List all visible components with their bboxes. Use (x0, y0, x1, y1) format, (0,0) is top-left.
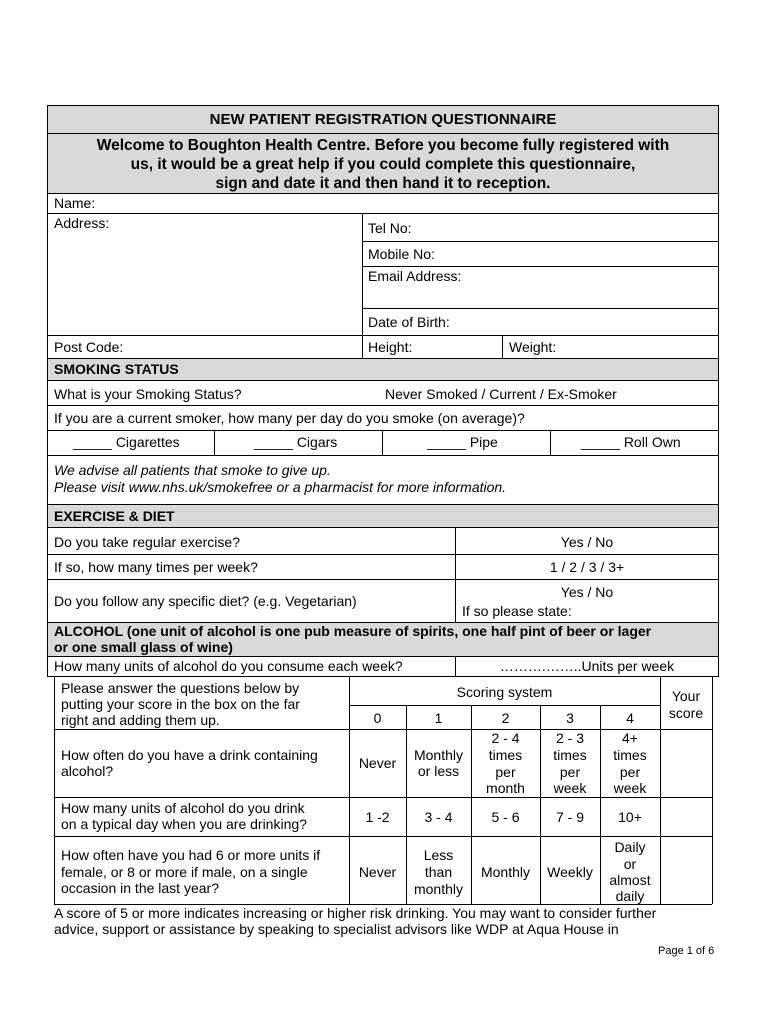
diet-answer[interactable]: Yes / No (560, 584, 614, 600)
q3-score-box[interactable] (661, 837, 712, 904)
alcohol-q1-line-1: How often do you have a drink containing (61, 747, 318, 763)
exercise-frequency-answer[interactable]: 1 / 2 / 3 / 3+ (549, 559, 625, 575)
q1-option-4-line-4: week (613, 780, 647, 796)
exercise-question: Do you take regular exercise? (54, 534, 240, 550)
q1-option-2-line-3: per (495, 764, 516, 780)
welcome-line-3: sign and date it and then hand it to reception. (215, 175, 551, 192)
postcode-label[interactable]: Post Code: (54, 339, 124, 355)
alcohol-q3-line-1: How often have you had 6 or more units if (61, 847, 321, 863)
alcohol-q2-line-2: on a typical day when you are drinking? (61, 816, 307, 832)
alcohol-heading-1: ALCOHOL (one unit of alcohol is one pub measure of spirits, one half pint of beer or lager (54, 623, 652, 639)
q1-option-1-line-1: Monthly (413, 747, 464, 763)
smoking-heading: SMOKING STATUS (54, 361, 179, 377)
height-label[interactable]: Height: (368, 339, 413, 355)
scoring-intro-1: Please answer the questions below by (61, 680, 300, 696)
alcohol-q1-line-2: alcohol? (61, 763, 114, 779)
score-col-0: 0 (373, 710, 382, 726)
q3-option-2: Monthly (480, 864, 531, 880)
q3-option-1-line-3: monthly (413, 881, 464, 897)
q3-option-4-line-1: Daily (614, 839, 646, 855)
dob-label[interactable]: Date of Birth: (368, 314, 450, 330)
diet-question: Do you follow any specific diet? (e.g. Vegetarian) (54, 593, 357, 609)
scoring-intro-2: putting your score in the box on the far (61, 696, 300, 712)
q3-option-0: Never (358, 864, 397, 880)
welcome-line-2: us, it would be a great help if you could complete this questionnaire, (130, 156, 636, 173)
q1-option-3-line-1: 2 - 3 (555, 730, 584, 746)
q1-option-2-line-1: 2 - 4 (491, 730, 520, 746)
q1-option-3-line-3: per (559, 764, 581, 780)
score-col-2: 2 (501, 710, 510, 726)
alcohol-footer-2: advice, support or assistance by speaking to specialist advisors like WDP at Aqua House in (54, 921, 619, 937)
q1-option-4-line-3: per (619, 764, 641, 780)
alcohol-units-answer[interactable]: ……….……..Units per week (499, 658, 675, 674)
cigarettes-field[interactable]: _____ Cigarettes (73, 434, 180, 450)
q1-option-2-line-4: month (486, 780, 525, 796)
q3-option-4-line-4: daily (615, 888, 645, 904)
score-col-1: 1 (434, 710, 443, 726)
mobile-label[interactable]: Mobile No: (368, 246, 435, 262)
form-title: NEW PATIENT REGISTRATION QUESTIONNAIRE (209, 111, 557, 128)
q3-option-1-line-2: than (424, 864, 453, 880)
q1-option-4-line-1: 4+ (622, 730, 638, 746)
name-label[interactable]: Name: (54, 195, 96, 211)
smoking-advice-1: We advise all patients that smoke to give up. (54, 462, 331, 478)
alcohol-q3-line-2: female, or 8 or more if male, on a single (61, 864, 308, 880)
q1-option-3-line-2: times (553, 747, 587, 763)
q2-option-4: 10+ (618, 809, 642, 825)
alcohol-q2-line-1: How many units of alcohol do you drink (61, 800, 305, 816)
cigars-field[interactable]: _____ Cigars (254, 434, 338, 450)
scoring-system-header: Scoring system (456, 684, 553, 700)
q1-option-1-line-2: or less (417, 763, 460, 779)
welcome-line-1: Welcome to Boughton Health Centre. Before you become fully registered with (96, 137, 670, 154)
roll-own-field[interactable]: _____ Roll Own (581, 434, 681, 450)
weight-label[interactable]: Weight: (509, 339, 557, 355)
exercise-heading: EXERCISE & DIET (54, 508, 175, 524)
your-score-header-1: Your (671, 688, 701, 704)
smoking-per-day: If you are a current smoker, how many per day do you smoke (on average)? (54, 410, 525, 426)
alcohol-footer-1: A score of 5 or more indicates increasing or higher risk drinking. You may want to consider further (54, 905, 657, 921)
email-label[interactable]: Email Address: (368, 268, 462, 284)
address-label[interactable]: Address: (54, 215, 110, 231)
q2-option-3: 7 - 9 (555, 809, 584, 825)
q1-option-4-line-2: times (613, 747, 647, 763)
q2-option-0: 1 -2 (365, 809, 390, 825)
score-col-3: 3 (566, 710, 574, 726)
diet-state[interactable]: If so please state: (462, 603, 572, 619)
your-score-header-2: score (668, 705, 704, 721)
score-col-4: 4 (626, 710, 634, 726)
tel-label[interactable]: Tel No: (368, 220, 412, 236)
smoking-options[interactable]: Never Smoked / Current / Ex-Smoker (385, 386, 617, 402)
q1-score-box[interactable] (661, 730, 712, 797)
exercise-frequency-question: If so, how many times per week? (54, 559, 258, 575)
alcohol-q3-line-3: occasion in the last year? (61, 880, 219, 896)
exercise-answer[interactable]: Yes / No (560, 534, 614, 550)
q3-option-1-line-1: Less (423, 847, 454, 863)
q1-option-2-line-2: times (488, 747, 523, 763)
q3-option-3: Weekly (547, 864, 593, 880)
q3-option-4-line-2: or (623, 856, 637, 872)
q1-option-0: Never (358, 755, 397, 771)
q2-score-box[interactable] (661, 798, 712, 836)
smoking-advice-2: Please visit www.nhs.uk/smokefree or a pharmacist for more information. (54, 479, 507, 495)
scoring-intro-3: right and adding them up. (61, 712, 220, 728)
smoking-question: What is your Smoking Status? (54, 386, 242, 402)
q3-option-4-line-3: almost (609, 872, 651, 888)
q1-option-3-line-4: week (553, 780, 587, 796)
q2-option-1: 3 - 4 (424, 809, 453, 825)
page-number: Page 1 of 6 (658, 945, 715, 957)
q2-option-2: 5 - 6 (491, 809, 520, 825)
alcohol-heading-2: or one small glass of wine) (54, 639, 233, 655)
pipe-field[interactable]: _____ Pipe (427, 434, 498, 450)
alcohol-units-question: How many units of alcohol do you consume each week? (54, 658, 403, 674)
